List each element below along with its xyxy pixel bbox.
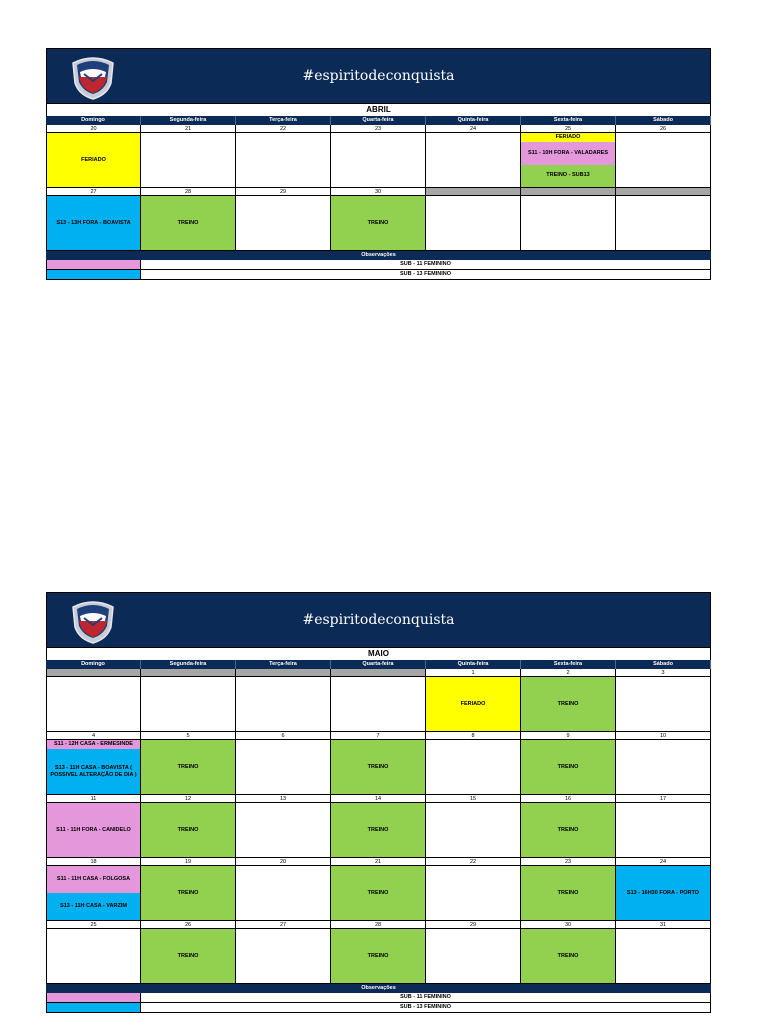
day-number: 16	[521, 795, 616, 803]
day-cell[interactable]	[46, 866, 141, 921]
day-number: 24	[616, 858, 711, 866]
day-cell[interactable]	[616, 677, 711, 732]
weekday-label: Sábado	[616, 116, 711, 125]
day-cell[interactable]	[616, 803, 711, 858]
day-number: 27	[46, 188, 141, 196]
day-number: 29	[236, 188, 331, 196]
event-label: TREINO	[141, 929, 235, 983]
weekday-label: Quinta-feira	[426, 660, 521, 669]
day-number: 13	[236, 795, 331, 803]
day-cell[interactable]	[521, 803, 616, 858]
day-number: 19	[141, 858, 236, 866]
hashtag-title: #espiritodeconquista	[302, 612, 455, 628]
day-cell[interactable]	[141, 196, 236, 251]
observacoes-header: Observações	[46, 251, 711, 260]
day-cell[interactable]	[521, 677, 616, 732]
day-cell[interactable]	[521, 929, 616, 984]
day-cell[interactable]	[331, 133, 426, 188]
day-number-row	[46, 732, 711, 740]
day-cell[interactable]	[616, 740, 711, 795]
event-label: TREINO	[331, 929, 425, 983]
day-number: 5	[141, 732, 236, 740]
event-label: TREINO	[521, 677, 615, 731]
legend-text: SUB - 11 FEMININO	[141, 260, 711, 270]
day-cell[interactable]	[46, 740, 141, 795]
day-number: 26	[616, 125, 711, 133]
calendar-header	[46, 592, 711, 648]
day-cell-row	[46, 740, 711, 795]
day-cell[interactable]	[426, 866, 521, 921]
event-label: FERIADO	[47, 133, 140, 187]
event-label: TREINO	[141, 866, 235, 920]
calendar-header	[46, 48, 711, 104]
empty-day-cell[interactable]	[616, 196, 711, 251]
day-cell[interactable]	[521, 866, 616, 921]
day-cell[interactable]	[236, 196, 331, 251]
legend-swatch	[46, 260, 141, 270]
day-number: 20	[46, 125, 141, 133]
empty-day-cell[interactable]	[426, 196, 521, 251]
day-number: 23	[331, 125, 426, 133]
day-cell[interactable]	[141, 803, 236, 858]
day-cell[interactable]	[236, 740, 331, 795]
day-cell-row	[46, 133, 711, 188]
day-number-row	[46, 125, 711, 133]
weekday-label: Segunda-feira	[141, 660, 236, 669]
weekday-label: Segunda-feira	[141, 116, 236, 125]
day-cell[interactable]	[426, 133, 521, 188]
day-cell[interactable]	[331, 866, 426, 921]
day-number: 10	[616, 732, 711, 740]
event-label: TREINO	[521, 740, 615, 794]
legend-row	[46, 993, 711, 1003]
event-label: TREINO	[521, 929, 615, 983]
day-number: 29	[426, 921, 521, 929]
event-label: FERIADO	[426, 677, 520, 731]
legend-swatch	[46, 1003, 141, 1013]
day-number-row	[46, 858, 711, 866]
day-number: 2	[521, 669, 616, 677]
event-label: S11 - 12H CASA - ERMESINDE	[47, 740, 140, 749]
day-number: 21	[141, 125, 236, 133]
day-number: 25	[46, 921, 141, 929]
empty-day-cell[interactable]	[236, 677, 331, 732]
day-cell[interactable]	[141, 866, 236, 921]
day-number	[141, 669, 236, 677]
day-cell[interactable]	[426, 740, 521, 795]
empty-day-cell[interactable]	[521, 196, 616, 251]
weekday-label: Quarta-feira	[331, 116, 426, 125]
weekday-label: Quinta-feira	[426, 116, 521, 125]
day-number: 8	[426, 732, 521, 740]
day-cell-row	[46, 677, 711, 732]
day-cell[interactable]	[331, 740, 426, 795]
day-number: 15	[426, 795, 521, 803]
day-number: 28	[141, 188, 236, 196]
day-number	[521, 188, 616, 196]
legend-swatch	[46, 993, 141, 1003]
legend-row	[46, 270, 711, 280]
empty-day-cell[interactable]	[331, 677, 426, 732]
weekday-label: Domingo	[46, 116, 141, 125]
event-label: TREINO - SUB13	[521, 165, 615, 188]
day-number-row	[46, 795, 711, 803]
weekday-header-row	[46, 116, 711, 125]
calendar-abril	[46, 48, 711, 280]
day-number-row	[46, 188, 711, 196]
event-label: S11 - 10H FORA - VALADARES	[521, 142, 615, 165]
event-label: TREINO	[141, 740, 235, 794]
day-cell[interactable]	[331, 929, 426, 984]
legend-row	[46, 260, 711, 270]
legend-row	[46, 1003, 711, 1013]
day-cell-row	[46, 196, 711, 251]
day-cell-row	[46, 803, 711, 858]
event-label: TREINO	[331, 866, 425, 920]
day-number: 30	[521, 921, 616, 929]
event-label: TREINO	[331, 196, 425, 250]
calendar-maio	[46, 592, 711, 1013]
day-cell[interactable]	[46, 196, 141, 251]
day-number	[46, 669, 141, 677]
weekday-label: Domingo	[46, 660, 141, 669]
day-cell[interactable]	[616, 866, 711, 921]
event-label: FERIADO	[521, 133, 615, 142]
day-number: 12	[141, 795, 236, 803]
day-number	[616, 188, 711, 196]
day-cell[interactable]	[426, 929, 521, 984]
day-number: 3	[616, 669, 711, 677]
day-number	[236, 669, 331, 677]
day-number: 1	[426, 669, 521, 677]
day-number-row	[46, 669, 711, 677]
day-cell[interactable]	[46, 929, 141, 984]
weekday-label: Quarta-feira	[331, 660, 426, 669]
day-number: 7	[331, 732, 426, 740]
day-number: 14	[331, 795, 426, 803]
month-title: MAIO	[46, 648, 711, 660]
weekday-label: Terça-feira	[236, 116, 331, 125]
day-number: 11	[46, 795, 141, 803]
empty-day-cell[interactable]	[46, 677, 141, 732]
day-cell[interactable]	[616, 133, 711, 188]
event-label: TREINO	[521, 803, 615, 857]
day-number	[331, 669, 426, 677]
event-label: S13 - 13H FORA - BOAVISTA	[47, 196, 140, 250]
day-number: 17	[616, 795, 711, 803]
day-number: 6	[236, 732, 331, 740]
hashtag-title: #espiritodeconquista	[302, 68, 455, 84]
event-label: TREINO	[141, 196, 235, 250]
day-cell[interactable]	[426, 803, 521, 858]
day-number: 24	[426, 125, 521, 133]
event-label: TREINO	[521, 866, 615, 920]
legend-swatch	[46, 270, 141, 280]
day-cell[interactable]	[141, 133, 236, 188]
weekday-label: Sexta-feira	[521, 660, 616, 669]
observacoes-header: Observações	[46, 984, 711, 993]
month-title: ABRIL	[46, 104, 711, 116]
day-number: 27	[236, 921, 331, 929]
day-number: 25	[521, 125, 616, 133]
weekday-header-row	[46, 660, 711, 669]
day-cell[interactable]	[236, 929, 331, 984]
event-label: TREINO	[331, 803, 425, 857]
day-cell[interactable]	[236, 803, 331, 858]
event-label: S11 - 11H FORA - CANIDELO	[47, 803, 140, 857]
day-cell[interactable]	[236, 866, 331, 921]
event-label: S13 - 16H30 FORA - PORTO	[616, 866, 710, 920]
legend-text: SUB - 11 FEMININO	[141, 993, 711, 1003]
day-number: 28	[331, 921, 426, 929]
day-cell-row	[46, 929, 711, 984]
empty-day-cell[interactable]	[141, 677, 236, 732]
day-number: 22	[236, 125, 331, 133]
day-number	[426, 188, 521, 196]
event-label: S11 - 11H CASA - FOLGOSA	[47, 866, 140, 893]
legend-text: SUB - 13 FEMININO	[141, 1003, 711, 1013]
day-cell[interactable]	[331, 803, 426, 858]
day-cell-row	[46, 866, 711, 921]
weekday-label: Terça-feira	[236, 660, 331, 669]
day-cell[interactable]	[331, 196, 426, 251]
event-label: TREINO	[141, 803, 235, 857]
weekday-label: Sexta-feira	[521, 116, 616, 125]
day-cell[interactable]	[46, 803, 141, 858]
day-number: 22	[426, 858, 521, 866]
weekday-label: Sábado	[616, 660, 711, 669]
day-number: 9	[521, 732, 616, 740]
day-number: 20	[236, 858, 331, 866]
day-cell[interactable]	[46, 133, 141, 188]
legend-text: SUB - 13 FEMININO	[141, 270, 711, 280]
day-cell[interactable]	[521, 740, 616, 795]
day-cell[interactable]	[141, 740, 236, 795]
event-label: S13 - 11H CASA - VARZIM	[47, 893, 140, 920]
day-number: 23	[521, 858, 616, 866]
day-cell[interactable]	[236, 133, 331, 188]
day-number: 21	[331, 858, 426, 866]
day-cell[interactable]	[616, 929, 711, 984]
day-cell[interactable]	[521, 133, 616, 188]
day-number: 26	[141, 921, 236, 929]
event-label: S13 - 11H CASA - BOAVISTA ( POSSIVEL ALTERAÇÃO DE DIA )	[47, 749, 140, 794]
day-cell[interactable]	[141, 929, 236, 984]
event-label: TREINO	[331, 740, 425, 794]
day-cell[interactable]	[426, 677, 521, 732]
day-number: 30	[331, 188, 426, 196]
day-number: 31	[616, 921, 711, 929]
day-number: 18	[46, 858, 141, 866]
day-number: 4	[46, 732, 141, 740]
day-number-row	[46, 921, 711, 929]
